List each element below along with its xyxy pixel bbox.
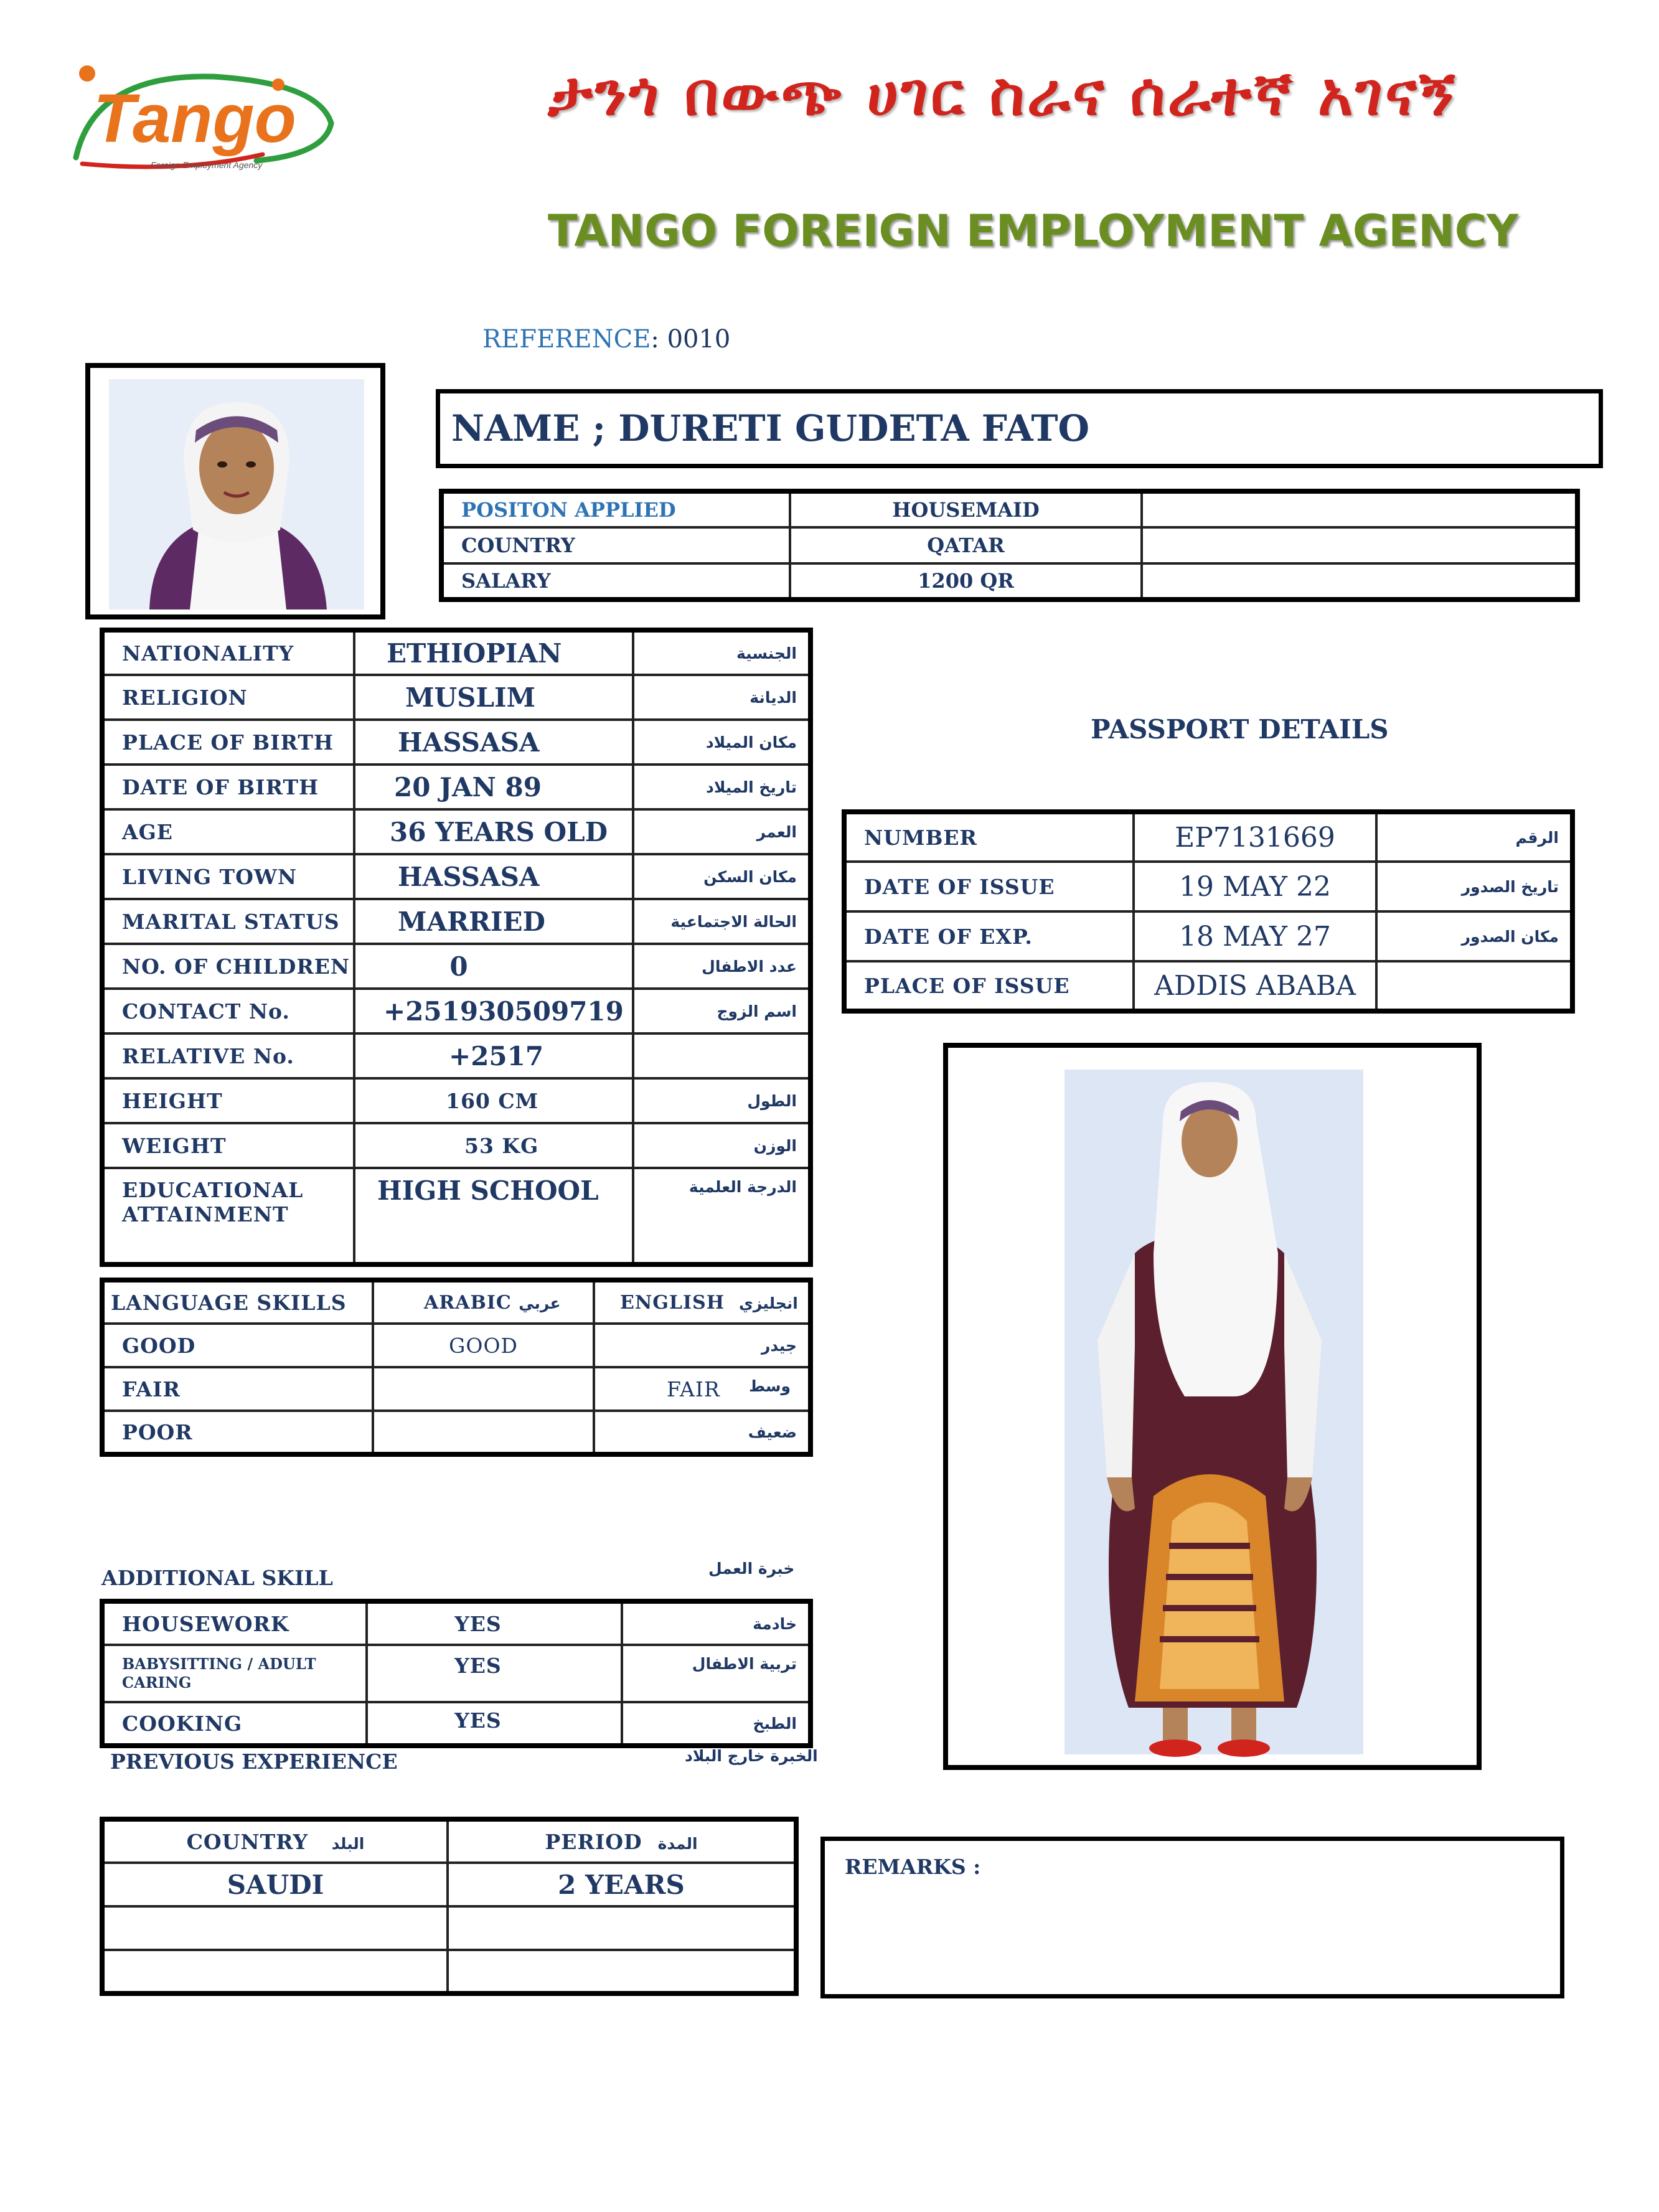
living-town-value: HASSASA <box>354 854 633 899</box>
table-row <box>102 1645 811 1702</box>
reference <box>482 325 730 354</box>
empty-cell <box>1142 563 1577 600</box>
education-value: HIGH SCHOOL <box>354 1168 633 1264</box>
reference-value: : 0010 <box>651 325 731 354</box>
previous-experience-title: PREVIOUS EXPERIENCE <box>110 1749 398 1774</box>
good-label-ar: جيدر <box>594 1324 811 1367</box>
table-row <box>441 563 1577 600</box>
fair-label: FAIR <box>102 1367 373 1411</box>
contact-label: CONTACT No. <box>102 989 354 1033</box>
logo-text: Tango <box>93 80 296 157</box>
english-fair <box>594 1367 811 1411</box>
date-of-birth-label-ar: تاريخ الميلاد <box>633 765 811 809</box>
position-label: POSITON APPLIED <box>441 491 790 527</box>
contact-value: +251930509719 <box>354 989 633 1033</box>
date-of-issue-label-ar: تاريخ الصدور <box>1376 862 1572 911</box>
portrait-photo <box>85 363 385 619</box>
poor-label-ar: ضعيف <box>594 1411 811 1454</box>
table-row <box>102 809 811 854</box>
table-row <box>102 1324 811 1367</box>
personal-details-table <box>100 628 813 1267</box>
english-header-en: ENGLISH <box>620 1291 725 1314</box>
cooking-label-ar: الطبخ <box>622 1702 811 1746</box>
babysitting-label-ar: تربية الاطفال <box>622 1645 811 1702</box>
living-town-label: LIVING TOWN <box>102 854 354 899</box>
country-value: QATAR <box>790 527 1142 563</box>
height-value: 160 CM <box>354 1078 633 1123</box>
poor-label: POOR <box>102 1411 373 1454</box>
table-row <box>102 1863 796 1906</box>
country-header-en: COUNTRY <box>186 1829 309 1854</box>
additional-skill-title-ar: خبرة العمل <box>708 1560 795 1578</box>
full-body-photo <box>943 1043 1482 1770</box>
period-column-header <box>448 1819 796 1863</box>
table-row <box>102 720 811 765</box>
arabic-column-header <box>373 1280 594 1324</box>
date-of-issue-label: DATE OF ISSUE <box>844 862 1134 911</box>
arabic-header-ar: عربي <box>519 1294 561 1312</box>
date-of-exp-label-ar: مكان الصدور <box>1376 911 1572 961</box>
housework-label: HOUSEWORK <box>102 1601 367 1645</box>
place-of-issue-label-ar <box>1376 961 1572 1011</box>
experience-period <box>448 1950 796 1993</box>
table-row <box>102 1280 811 1324</box>
table-row <box>102 1819 796 1863</box>
arabic-poor <box>373 1411 594 1454</box>
nationality-label: NATIONALITY <box>102 630 354 675</box>
relative-value: +2517 <box>354 1033 633 1078</box>
agency-title: TANGO FOREIGN EMPLOYMENT AGENCY <box>548 205 1518 256</box>
nationality-label-ar: الجنسية <box>633 630 811 675</box>
table-row <box>441 491 1577 527</box>
table-row <box>102 989 811 1033</box>
table-row <box>102 765 811 809</box>
table-row <box>102 630 811 675</box>
place-of-birth-value: HASSASA <box>354 720 633 765</box>
passport-number-value: EP7131669 <box>1134 812 1376 862</box>
previous-experience-table <box>100 1817 799 1996</box>
weight-value: 53 KG <box>354 1123 633 1168</box>
relative-label: RELATIVE No. <box>102 1033 354 1078</box>
agency-logo <box>57 49 337 179</box>
education-label: EDUCATIONAL ATTAINMENT <box>102 1168 354 1264</box>
place-of-birth-label: PLACE OF BIRTH <box>102 720 354 765</box>
weight-label: WEIGHT <box>102 1123 354 1168</box>
empty-cell <box>1142 491 1577 527</box>
table-row <box>102 1906 796 1950</box>
additional-skills-table <box>100 1599 813 1748</box>
salary-label: SALARY <box>441 563 790 600</box>
english-column-header <box>594 1280 811 1324</box>
position-value: HOUSEMAID <box>790 491 1142 527</box>
additional-skill-title: ADDITIONAL SKILL <box>101 1566 333 1590</box>
table-row <box>844 961 1572 1011</box>
table-row <box>102 1033 811 1078</box>
place-of-birth-label-ar: مكان الميلاد <box>633 720 811 765</box>
table-row <box>102 1950 796 1993</box>
table-row <box>102 1601 811 1645</box>
age-value: 36 YEARS OLD <box>354 809 633 854</box>
period-header-ar: المدة <box>657 1834 698 1853</box>
table-row <box>102 899 811 944</box>
height-label-ar: الطول <box>633 1078 811 1123</box>
marital-status-value: MARRIED <box>354 899 633 944</box>
reference-label: REFERENCE <box>482 325 651 354</box>
good-label: GOOD <box>102 1324 373 1367</box>
religion-label: RELIGION <box>102 675 354 720</box>
contact-label-ar: اسم الزوج <box>633 989 811 1033</box>
remarks-label: REMARKS : <box>845 1855 981 1879</box>
language-skills-table <box>100 1278 813 1457</box>
date-of-exp-label: DATE OF EXP. <box>844 911 1134 961</box>
table-row <box>102 944 811 989</box>
table-row <box>102 1411 811 1454</box>
date-of-birth-label: DATE OF BIRTH <box>102 765 354 809</box>
table-row <box>844 911 1572 961</box>
experience-country: SAUDI <box>102 1863 448 1906</box>
remarks-box <box>820 1837 1564 1998</box>
table-row <box>441 527 1577 563</box>
living-town-label-ar: مكان السكن <box>633 854 811 899</box>
english-fair-value: FAIR <box>667 1377 720 1401</box>
country-label: COUNTRY <box>441 527 790 563</box>
housework-label-ar: خادمة <box>622 1601 811 1645</box>
passport-number-label-ar: الرقم <box>1376 812 1572 862</box>
housework-value: YES <box>367 1601 622 1645</box>
fair-label-ar: وسط <box>749 1377 791 1395</box>
children-label-ar: عدد الاطفال <box>633 944 811 989</box>
weight-label-ar: الوزن <box>633 1123 811 1168</box>
age-label: AGE <box>102 809 354 854</box>
table-row <box>102 1168 811 1264</box>
table-row <box>102 675 811 720</box>
experience-period: 2 YEARS <box>448 1863 796 1906</box>
religion-value: MUSLIM <box>354 675 633 720</box>
place-of-issue-value: ADDIS ABABA <box>1134 961 1376 1011</box>
babysitting-value: YES <box>367 1645 622 1702</box>
applicant-name: NAME ; DURETI GUDETA FATO <box>436 389 1603 468</box>
children-label: NO. OF CHILDREN <box>102 944 354 989</box>
experience-period <box>448 1906 796 1950</box>
marital-status-label-ar: الحالة الاجتماعية <box>633 899 811 944</box>
passport-table <box>842 809 1575 1014</box>
arabic-fair <box>373 1367 594 1411</box>
cooking-value: YES <box>367 1702 622 1746</box>
nationality-value: ETHIOPIAN <box>354 630 633 675</box>
height-label: HEIGHT <box>102 1078 354 1123</box>
religion-label-ar: الديانة <box>633 675 811 720</box>
passport-number-label: NUMBER <box>844 812 1134 862</box>
table-row <box>102 1367 811 1411</box>
education-label-ar: الدرجة العلمية <box>633 1168 811 1264</box>
language-title: LANGUAGE SKILLS <box>102 1280 373 1324</box>
date-of-birth-value: 20 JAN 89 <box>354 765 633 809</box>
children-value: 0 <box>354 944 633 989</box>
logo-subtitle: Foreign Employment Agency <box>151 160 263 170</box>
place-of-issue-label: PLACE OF ISSUE <box>844 961 1134 1011</box>
table-row <box>102 1078 811 1123</box>
age-label-ar: العمر <box>633 809 811 854</box>
country-column-header <box>102 1819 448 1863</box>
relative-label-ar <box>633 1033 811 1078</box>
cooking-label: COOKING <box>102 1702 367 1746</box>
table-row <box>844 812 1572 862</box>
experience-country <box>102 1950 448 1993</box>
english-header-ar: انجليزي <box>738 1294 798 1312</box>
table-row <box>102 1123 811 1168</box>
amharic-title: ታንጎ በውጭ ሀገር ስራና ሰራተኛ አገናኝ <box>548 59 1458 129</box>
arabic-good: GOOD <box>373 1324 594 1367</box>
marital-status-label: MARITAL STATUS <box>102 899 354 944</box>
previous-experience-title-ar: الخبرة خارج البلاد <box>685 1747 818 1765</box>
empty-cell <box>1142 527 1577 563</box>
experience-country <box>102 1906 448 1950</box>
position-table <box>439 489 1580 602</box>
date-of-exp-value: 18 MAY 27 <box>1134 911 1376 961</box>
passport-details-title: PASSPORT DETAILS <box>1091 714 1389 745</box>
country-header-ar: البلد <box>331 1834 365 1853</box>
date-of-issue-value: 19 MAY 22 <box>1134 862 1376 911</box>
salary-value: 1200 QR <box>790 563 1142 600</box>
period-header-en: PERIOD <box>545 1829 642 1854</box>
table-row <box>844 862 1572 911</box>
table-row <box>102 1702 811 1746</box>
arabic-header-en: ARABIC <box>424 1291 512 1314</box>
babysitting-label: BABYSITTING / ADULT CARING <box>102 1645 367 1702</box>
table-row <box>102 854 811 899</box>
